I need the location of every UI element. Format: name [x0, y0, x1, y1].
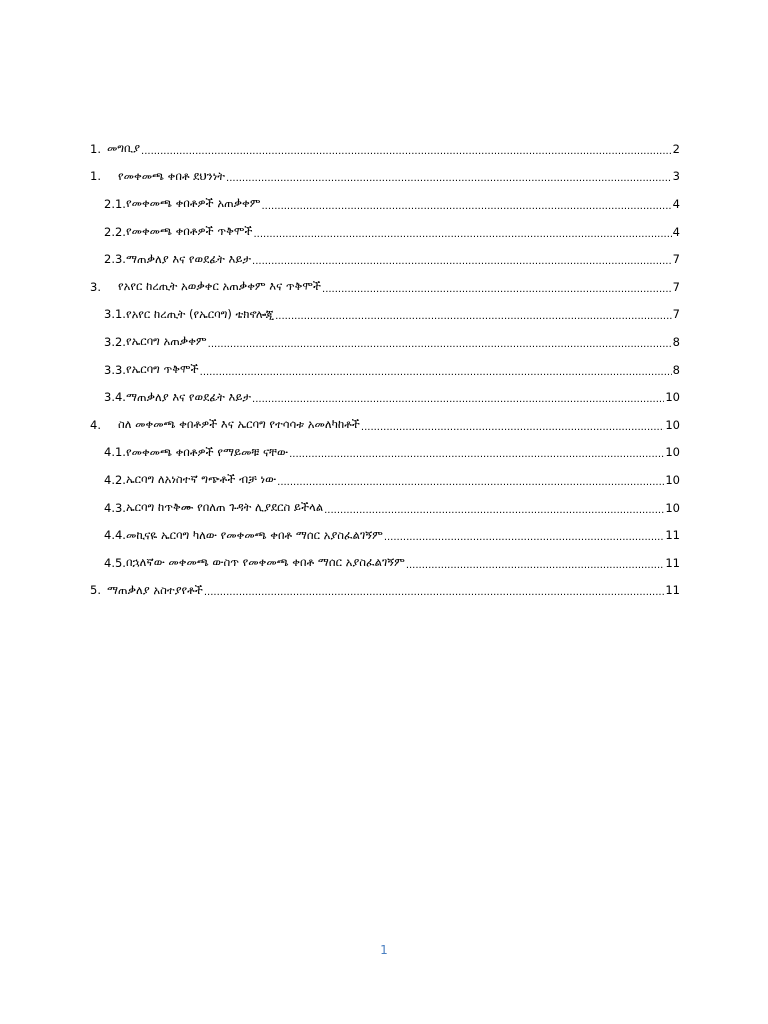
toc-entry[interactable] — [88, 163, 680, 191]
toc-entry-page: 8 — [672, 334, 680, 349]
toc-dot-leader — [275, 308, 672, 320]
toc-dot-leader — [200, 364, 672, 376]
toc-dot-leader — [252, 253, 672, 265]
toc-entry-page: 10 — [665, 500, 680, 515]
toc-dot-leader — [253, 226, 671, 238]
toc-entry-page: 10 — [665, 390, 680, 405]
toc-entry-title: የኤርባግ ጥቅሞች — [125, 362, 199, 377]
toc-entry-title: የመቀመጫ ቀበቶ ደህንነት — [118, 168, 226, 183]
toc-entry-page: 7 — [672, 307, 680, 322]
toc-entry-number: 2.2. — [104, 224, 126, 239]
toc-entry[interactable] — [88, 356, 680, 384]
toc-dot-leader — [252, 391, 664, 403]
toc-entry-page: 7 — [672, 279, 680, 294]
toc-dot-leader — [361, 419, 664, 431]
toc-dot-leader — [324, 502, 664, 514]
toc-entry[interactable] — [88, 466, 680, 494]
toc-entry-number: 4. — [90, 417, 101, 432]
toc-dot-leader — [406, 557, 665, 569]
toc-entry-page: 10 — [665, 445, 680, 460]
toc-entry-number: 3.1. — [104, 307, 126, 322]
toc-entry-title: መኪናዬ ኤርባግ ካለው የመቀመጫ ቀበቶ ማሰር አያስፈልገኝም — [125, 527, 383, 542]
toc-entry[interactable] — [88, 218, 680, 246]
toc-dot-leader — [226, 170, 672, 182]
toc-entry-page: 11 — [665, 583, 680, 598]
toc-entry-page: 10 — [665, 417, 680, 432]
toc-dot-leader — [204, 584, 665, 596]
toc-entry-number: 4.4. — [104, 528, 126, 543]
toc-entry-page: 3 — [672, 169, 680, 184]
toc-entry-number: 4.1. — [104, 445, 126, 460]
toc-entry[interactable] — [88, 273, 680, 301]
toc-entry-title: ማጠቃለያ አስተያየቶች — [106, 582, 203, 597]
toc-entry[interactable] — [88, 577, 680, 605]
toc-entry-page: 4 — [672, 224, 680, 239]
toc-entry-title: ኤርባግ ከጥቅሙ የበለጠ ጉዳት ሊያደርስ ይችላል — [125, 500, 324, 515]
toc-entry-number: 3.3. — [104, 362, 126, 377]
toc-entry-number: 5. — [90, 583, 101, 598]
toc-dot-leader — [384, 529, 665, 541]
toc-entry-page: 7 — [672, 252, 680, 267]
table-of-contents — [88, 135, 680, 604]
toc-entry-number: 4.2. — [104, 472, 126, 487]
toc-entry-number: 1. — [90, 141, 101, 156]
toc-dot-leader — [262, 198, 672, 210]
toc-entry-title: መግቢያ — [106, 141, 141, 156]
toc-dot-leader — [277, 474, 664, 486]
toc-dot-leader — [141, 143, 672, 155]
toc-entry[interactable] — [88, 135, 680, 163]
toc-entry[interactable] — [88, 383, 680, 411]
toc-entry[interactable] — [88, 494, 680, 522]
toc-entry-number: 2.3. — [104, 252, 126, 267]
toc-entry-number: 1. — [90, 169, 101, 184]
toc-entry[interactable] — [88, 190, 680, 218]
toc-entry-title: የመቀመጫ ቀበቶዎች የማይመቹ ናቸው — [125, 444, 289, 459]
toc-entry[interactable] — [88, 439, 680, 467]
toc-entry-title: ማጠቃለያ እና የወደፊት እይታ — [125, 389, 252, 404]
toc-entry-title: የአየር ከረጢት አወቃቀር አጠቃቀም እና ጥቅሞች — [118, 279, 322, 294]
toc-entry-title: የመቀመጫ ቀበቶዎች ጥቅሞች — [125, 224, 253, 239]
toc-dot-leader — [208, 336, 672, 348]
toc-entry-title: የኤርባግ አጠቃቀም — [125, 334, 207, 349]
toc-entry-title: የመቀመጫ ቀበቶዎች አጠቃቀም — [125, 196, 261, 211]
toc-entry[interactable] — [88, 521, 680, 549]
toc-entry-page: 10 — [665, 472, 680, 487]
toc-entry-page: 4 — [672, 196, 680, 211]
toc-dot-leader — [322, 281, 672, 293]
page-number: 1 — [380, 943, 388, 957]
toc-entry-number: 3.2. — [104, 334, 126, 349]
toc-entry-number: 3.4. — [104, 390, 126, 405]
toc-entry-title: በኋለኛው መቀመጫ ውስጥ የመቀመጫ ቀበቶ ማሰር አያስፈልገኝም — [125, 555, 405, 570]
toc-entry-title: ማጠቃለያ እና የወደፊት እይታ — [125, 251, 252, 266]
toc-entry-number: 2.1. — [104, 196, 126, 211]
toc-dot-leader — [289, 446, 664, 458]
toc-entry[interactable] — [88, 549, 680, 577]
toc-entry-number: 4.5. — [104, 555, 126, 570]
toc-entry-page: 11 — [665, 555, 680, 570]
toc-entry[interactable] — [88, 245, 680, 273]
toc-entry-title: ኤርባግ ለአነስተኛ ግጭቶች ብቻ ነው — [125, 472, 277, 487]
toc-entry-number: 4.3. — [104, 500, 126, 515]
toc-entry-number: 3. — [90, 279, 101, 294]
toc-entry[interactable] — [88, 301, 680, 329]
toc-entry-page: 2 — [672, 141, 680, 156]
toc-entry-page: 8 — [672, 362, 680, 377]
toc-entry[interactable] — [88, 411, 680, 439]
toc-entry-page: 11 — [665, 528, 680, 543]
toc-entry-title: ስለ መቀመጫ ቀበቶዎች እና ኤርባግ የተሳሳቱ አመለካከቶች — [118, 417, 360, 432]
toc-entry[interactable] — [88, 328, 680, 356]
toc-entry-title: የአየር ከረጢት (የኤርባግ) ቴክኖሎጂ — [125, 306, 275, 321]
